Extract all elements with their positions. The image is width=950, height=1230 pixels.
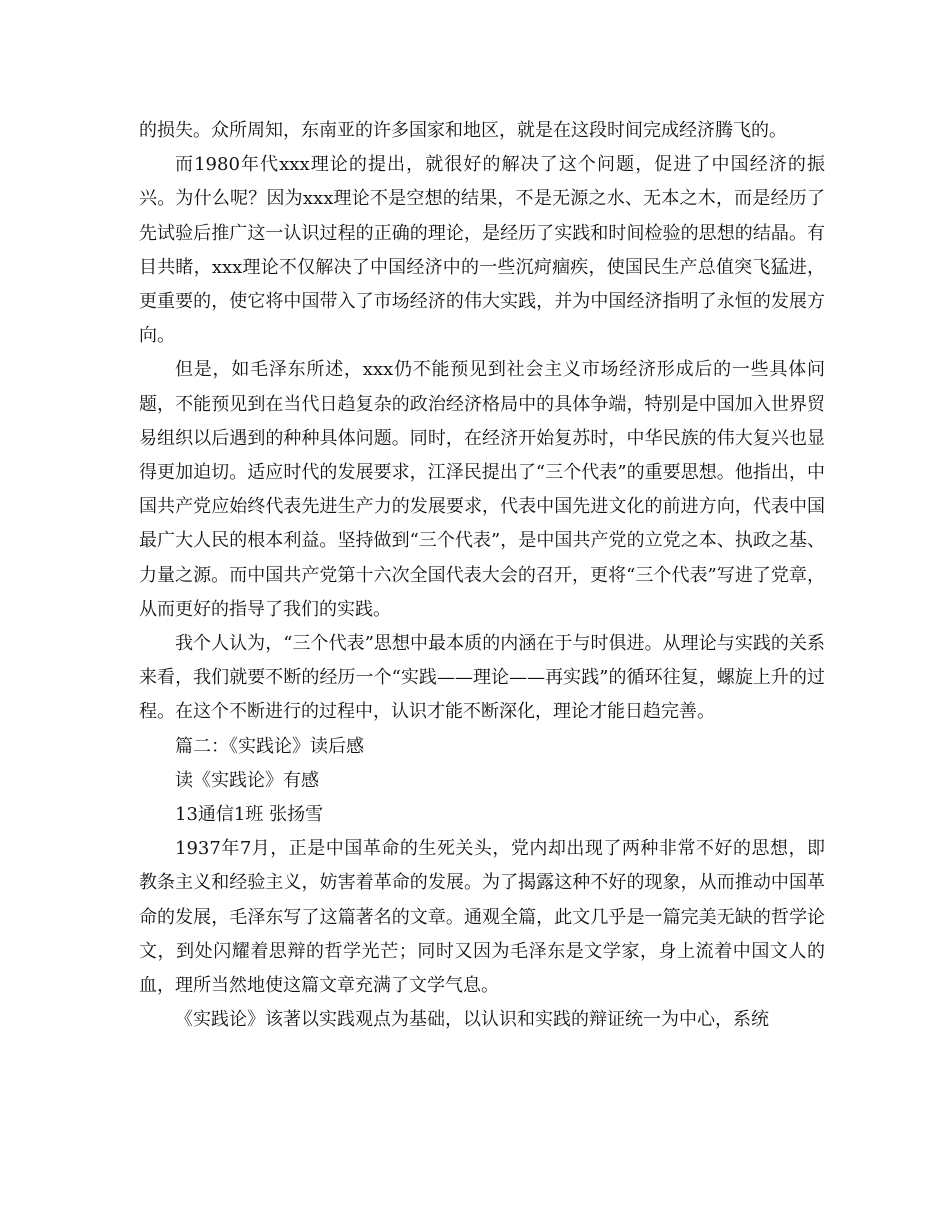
essay-title: 读《实践论》有感	[175, 769, 319, 791]
paragraph-4: 我个人认为，“三个代表”思想中最本质的内涵在于与时俱进。从理论与实践的关系来看，我们就要不断的经历一个“实践——理论——再实践”的循环往复，螺旋上升的过程。在这个不断进行的过程中，认识才能不断深化，理论才能日趋完善。	[139, 633, 825, 723]
author-line: 13通信1班 张扬雪	[175, 804, 324, 826]
paragraph-3: 但是，如毛泽东所述，xxx仍不能预见到社会主义市场经济形成后的一些具体问题，不能预见到在当代日趋复杂的政治经济格局中的具体争端，特别是中国加入世界贸易组织以后遇到的种种具体问题。同时，在经济开始复苏时，中华民族的伟大复兴也显得更加迫切。适应时代的发展要求，江泽民提出了“三个代表”的重要思想。他指出，中国共产党应始终代表先进生产力的发展要求，代表中国先进文化的前进方向，代表中国最广大人民的根本利益。坚持做到“三个代表”，是中国共产党的立党之本、执政之基、力量之源。而中国共产党第十六次全国代表大会的召开，更将“三个代表”写进了党章，从而更好的指导了我们的实践。	[139, 359, 825, 620]
paragraph-1: 的损失。众所周知，东南亚的许多国家和地区，就是在这段时间完成经济腾飞的。	[139, 120, 787, 141]
paragraph-5: 1937年7月，正是中国革命的生死关头，党内却出现了两种非常不好的思想，即教条主义和经验主义，妨害着革命的发展。为了揭露这种不好的现象，从而推动中国革命的发展，毛泽东写了这篇著名的文章。通观全篇，此文几乎是一篇完美无缺的哲学论文，到处闪耀着思辩的哲学光芒；同时又因为毛泽东是文学家，身上流着中国文人的血，理所当然地使这篇文章充满了文学气息。	[139, 838, 825, 997]
paragraph-2: 而1980年代xxx理论的提出，就很好的解决了这个问题，促进了中国经济的振兴。为什么呢？因为xxx理论不是空想的结果，不是无源之水、无本之木，而是经历了先试验后推广这一认识过程的正确的理论，是经历了实践和时间检验的思想的结晶。有目共睹，xxx理论不仅解决了中国经济中的一些沉疴痼疾，使国民生产总值突飞猛进，更重要的，使它将中国带入了市场经济的伟大实践，并为中国经济指明了永恒的发展方向。	[139, 154, 825, 347]
paragraph-6: 《实践论》该著以实践观点为基础，以认识和实践的辩证统一为中心，系统	[175, 1009, 769, 1031]
section-heading: 篇二：《实践论》读后感	[175, 735, 364, 757]
document-page	[139, 114, 825, 1037]
